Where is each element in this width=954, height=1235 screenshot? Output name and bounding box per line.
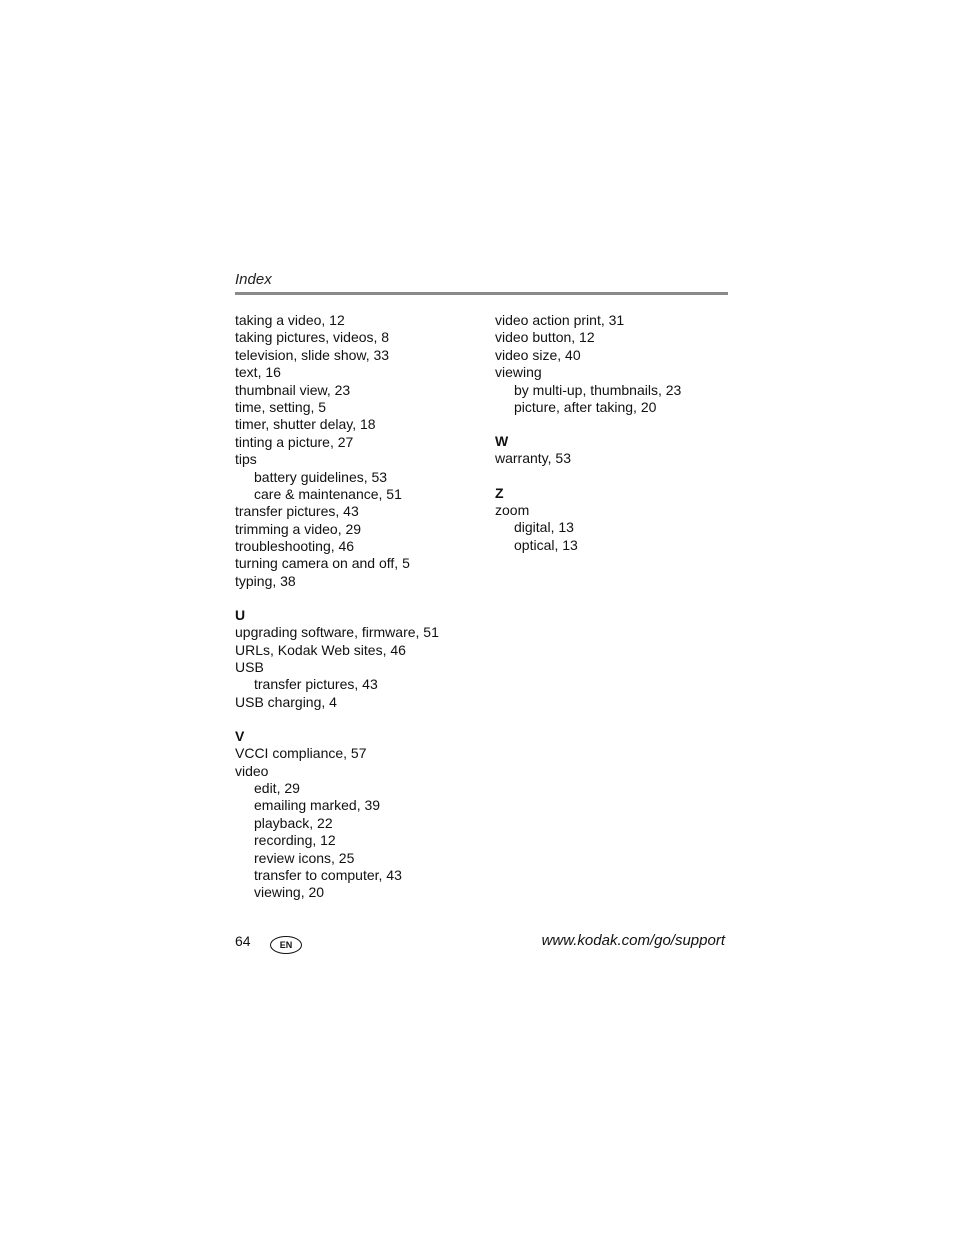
index-subentry: recording, 12 xyxy=(254,832,336,849)
index-entry: USB charging, 4 xyxy=(235,693,337,710)
index-column-left xyxy=(235,312,475,902)
page-number: 64 xyxy=(235,933,251,949)
index-subentry: transfer to computer, 43 xyxy=(254,866,402,883)
section-spacer xyxy=(235,711,475,727)
language-badge: EN xyxy=(270,936,302,954)
index-entry: tips xyxy=(235,451,257,468)
index-entry: tinting a picture, 27 xyxy=(235,433,354,450)
index-entry: timer, shutter delay, 18 xyxy=(235,416,376,433)
index-column-right xyxy=(495,312,735,554)
index-entry: typing, 38 xyxy=(235,572,296,589)
index-subentry: edit, 29 xyxy=(254,779,300,796)
section-letter: Z xyxy=(495,484,504,501)
index-entry: television, slide show, 33 xyxy=(235,346,390,363)
header-divider xyxy=(235,292,728,295)
index-entry: URLs, Kodak Web sites, 46 xyxy=(235,641,406,658)
index-subentry: by multi-up, thumbnails, 23 xyxy=(514,381,682,398)
index-subentry: viewing, 20 xyxy=(254,884,325,901)
index-entry: viewing xyxy=(495,364,542,381)
index-entry: USB xyxy=(235,659,264,676)
index-entry: upgrading software, firmware, 51 xyxy=(235,624,439,641)
index-subentry: playback, 22 xyxy=(254,814,333,831)
section-letter: V xyxy=(235,728,245,745)
index-entry: video xyxy=(235,762,269,779)
index-entry: video action print, 31 xyxy=(495,312,625,328)
index-entry: troubleshooting, 46 xyxy=(235,538,355,555)
page-header-title: Index xyxy=(235,271,272,288)
section-spacer xyxy=(495,468,735,484)
index-subentry: transfer pictures, 43 xyxy=(254,676,378,693)
index-entry: taking pictures, videos, 8 xyxy=(235,329,390,346)
index-entry: turning camera on and off, 5 xyxy=(235,555,410,572)
index-entry: warranty, 53 xyxy=(495,450,571,467)
index-subentry: emailing marked, 39 xyxy=(254,797,381,814)
index-subentry: picture, after taking, 20 xyxy=(514,398,657,415)
index-entry: zoom xyxy=(495,501,530,518)
index-subentry: review icons, 25 xyxy=(254,849,355,866)
index-entry: thumbnail view, 23 xyxy=(235,381,351,398)
index-entry: VCCI compliance, 57 xyxy=(235,745,367,762)
index-entry: transfer pictures, 43 xyxy=(235,503,359,520)
section-spacer xyxy=(495,416,735,432)
index-entry: trimming a video, 29 xyxy=(235,520,362,537)
index-entry: time, setting, 5 xyxy=(235,398,327,415)
index-entry: video size, 40 xyxy=(495,346,581,363)
index-subentry: optical, 13 xyxy=(514,536,578,553)
index-entry: video button, 12 xyxy=(495,329,595,346)
section-spacer xyxy=(235,590,475,606)
section-letter: U xyxy=(235,607,246,624)
index-entry: taking a video, 12 xyxy=(235,312,345,328)
index-subentry: care & maintenance, 51 xyxy=(254,485,402,502)
section-letter: W xyxy=(495,433,509,450)
index-entry: text, 16 xyxy=(235,364,281,381)
index-subentry: digital, 13 xyxy=(514,519,574,536)
support-url: www.kodak.com/go/support xyxy=(541,932,725,949)
index-subentry: battery guidelines, 53 xyxy=(254,468,388,485)
